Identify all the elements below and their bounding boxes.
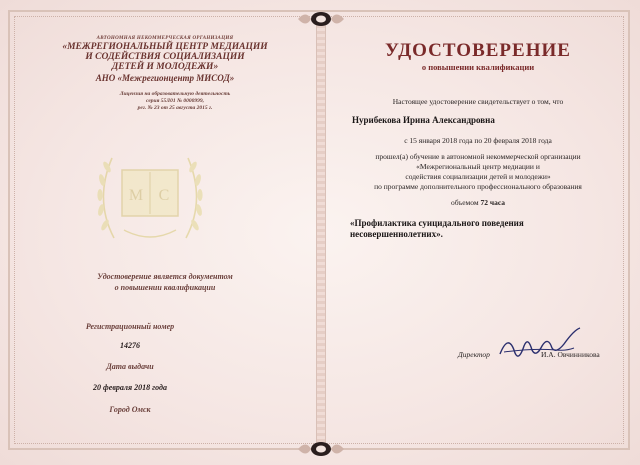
person-name: Нурибекова Ирина Александровна xyxy=(352,115,495,125)
document-note-line: о повышении квалификации xyxy=(114,283,216,292)
issue-date-label: Дата выдачи xyxy=(106,362,154,371)
emblem-letter-m: М xyxy=(128,187,144,204)
course-title xyxy=(350,218,612,240)
emblem-letter-c: С xyxy=(158,187,170,204)
issue-date-value: 20 февраля 2018 года xyxy=(93,383,167,392)
center-ornament-band xyxy=(316,16,326,444)
training-line: содействия социализации детей и молодежи» xyxy=(405,172,551,181)
laurel-emblem-icon xyxy=(88,130,212,254)
hours-line xyxy=(338,198,618,208)
bottom-ornament-icon xyxy=(296,438,346,460)
training-line: прошел(а) обучение в автономной некоммерческой организации xyxy=(375,152,581,161)
course-line: несовершеннолетних». xyxy=(350,229,443,239)
org-short-name: АНО «Межрегионцентр МИСОД» xyxy=(95,73,235,83)
course-line: «Профилактика суицидального поведения xyxy=(350,218,524,228)
certificate-subtitle: о повышении квалификации xyxy=(421,62,535,72)
document-note xyxy=(30,271,300,293)
org-name-line: «МЕЖРЕГИОНАЛЬНЫЙ ЦЕНТР МЕДИАЦИИ xyxy=(62,42,268,52)
intro-text: Настоящее удостоверение свидетельствует о том, что xyxy=(392,97,564,106)
license-line: Лицензия на образовательную деятельность xyxy=(119,91,231,97)
director-name: И.А. Овчинникова xyxy=(541,350,600,359)
left-page-header xyxy=(30,36,300,112)
training-line: «Межрегиональный центр медиации и xyxy=(416,162,540,171)
signature-icon xyxy=(494,324,584,370)
city: Город Омск xyxy=(109,405,151,414)
training-period: с 15 января 2018 года по 20 февраля 2018 года xyxy=(404,136,552,145)
certificate-title: УДОСТОВЕРЕНИЕ xyxy=(385,40,571,61)
license-info xyxy=(90,91,260,112)
right-page-header xyxy=(338,36,618,72)
org-name-line: ДЕТЕЙ И МОЛОДЕЖИ» xyxy=(111,62,219,72)
registration-label: Регистрационный номер xyxy=(85,322,175,331)
hours-label: объемом xyxy=(450,198,479,207)
registration-number: 14276 xyxy=(120,341,140,350)
org-type: АВТОНОМНАЯ НЕКОММЕРЧЕСКАЯ ОРГАНИЗАЦИЯ xyxy=(96,36,234,41)
org-name xyxy=(30,42,300,72)
training-line: по программе дополнительного профессионального образования xyxy=(374,182,582,191)
org-name-line: И СОДЕЙСТВИЯ СОЦИАЛИЗАЦИИ xyxy=(85,52,245,62)
top-ornament-icon xyxy=(296,8,346,30)
document-note-line: Удостоверение является документом xyxy=(97,272,233,281)
hours-value: 72 часа xyxy=(480,198,506,207)
license-line: рег. № 23 от 25 августа 2015 г. xyxy=(137,105,213,111)
director-label: Директор xyxy=(458,350,490,359)
training-description xyxy=(338,152,618,192)
license-line: серия 55Л01 № 0000999, xyxy=(145,98,204,104)
